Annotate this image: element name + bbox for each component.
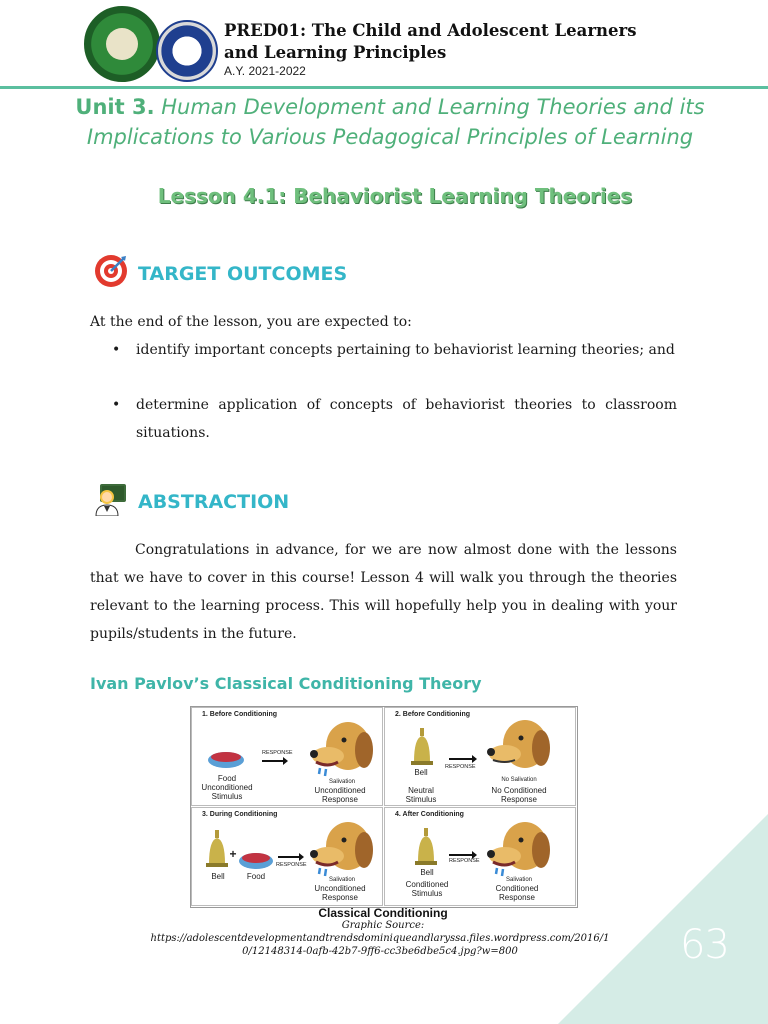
teacher-icon [94, 482, 128, 516]
stimulus-type-label: Neutral Stimulus [405, 786, 437, 804]
outcome-item-1: identify important concepts pertaining to behaviorist learning theories; and [136, 342, 675, 358]
panel-title: 4. After Conditioning [395, 811, 464, 818]
arrow [262, 760, 284, 762]
response-label: RESPONSE [276, 862, 307, 868]
outcome-label: Unconditioned Response [314, 884, 366, 902]
stimulus-label: Bell [414, 768, 428, 777]
agricultural-university-logo [84, 6, 160, 82]
outcome-label: Unconditioned Response [314, 786, 366, 804]
outcomes-intro: At the end of the lesson, you are expected to: [90, 314, 412, 330]
figure-caption: Classical Conditioning [318, 906, 448, 920]
panel-before-conditioning-1 [191, 707, 383, 806]
response-label: RESPONSE [445, 764, 476, 770]
stimulus-type-label: Conditioned Stimulus [405, 880, 449, 898]
outcome-label: No Conditioned Response [491, 786, 547, 804]
stimulus-a-label: Bell [211, 872, 225, 881]
outcome-item-2: determine application of concepts of behaviorist theories to classroom situations. [136, 397, 677, 441]
abstraction-paragraph: Congratulations in advance, for we are now almost done with the lessons that we have to cover in this course! Lesson 4 will walk you through the theories relevant to the learning process. This will hopefully help you in dealing with your pupils/students in the future. [90, 542, 677, 642]
salivation-label: Salivation [505, 877, 532, 883]
response-label: RESPONSE [449, 858, 480, 864]
stimulus-label: Food Unconditioned Stimulus [201, 774, 253, 801]
dog-icon [310, 818, 374, 878]
abstraction-heading: ABSTRACTION [138, 491, 290, 513]
dog-icon [487, 716, 551, 776]
page-number: 63 [680, 922, 729, 968]
food-bowl-icon [238, 850, 274, 872]
unit-title: Human Development and Learning Theories and its Implications to Various Pedagogical Principles of Learning [86, 95, 705, 149]
pavlov-heading: Ivan Pavlov’s Classical Conditioning Theory [90, 674, 482, 693]
response-label: RESPONSE [262, 750, 293, 756]
target-icon [94, 254, 128, 288]
header-divider [0, 86, 768, 89]
panel-after-conditioning [384, 807, 576, 906]
outcome-label: Conditioned Response [495, 884, 539, 902]
salivation-label: Salivation [328, 877, 355, 883]
panel-title: 2. Before Conditioning [395, 711, 471, 718]
lesson-title: Lesson 4.1: Behaviorist Learning Theories [157, 184, 633, 208]
bell-icon [411, 728, 433, 766]
graphic-source-url: https://adolescentdevelopmentandtrendsdominiqueandlaryssa.files.wordpress.com/2016/10/12148314-0afb-42b7-9ff6-cc3be6dbe5c4.jpg?w=800 [150, 933, 610, 957]
corner-decoration [558, 814, 768, 1024]
college-of-education-logo [156, 20, 218, 82]
course-title: PRED01: The Child and Adolescent Learners and Learning Principles [224, 21, 637, 62]
panel-title: 3. During Conditioning [202, 811, 278, 818]
panel-before-conditioning-2 [384, 707, 576, 806]
stimulus-b-label: Food [246, 872, 266, 881]
unit-heading [60, 92, 720, 152]
bell-icon [415, 828, 437, 866]
target-outcomes-heading: TARGET OUTCOMES [138, 263, 348, 285]
bullet-marker: • [112, 342, 121, 358]
plus-sign: + [229, 847, 237, 861]
stimulus-label: Bell [420, 868, 434, 877]
graphic-source-label: Graphic Source: [341, 920, 425, 931]
classical-conditioning-figure [190, 706, 578, 908]
panel-title: 1. Before Conditioning [202, 711, 278, 718]
bell-icon [206, 830, 228, 868]
unit-label: Unit 3. [75, 95, 155, 119]
arrow [449, 854, 473, 856]
salivation-label: No Salivation [501, 777, 537, 783]
dog-icon [310, 718, 374, 778]
food-bowl-icon [206, 748, 246, 774]
bullet-marker: • [112, 397, 121, 413]
arrow [278, 856, 300, 858]
dog-icon [487, 818, 551, 878]
academic-year: A.Y. 2021-2022 [224, 64, 306, 78]
arrow [449, 758, 473, 760]
panel-during-conditioning [191, 807, 383, 906]
salivation-label: Salivation [328, 779, 355, 785]
